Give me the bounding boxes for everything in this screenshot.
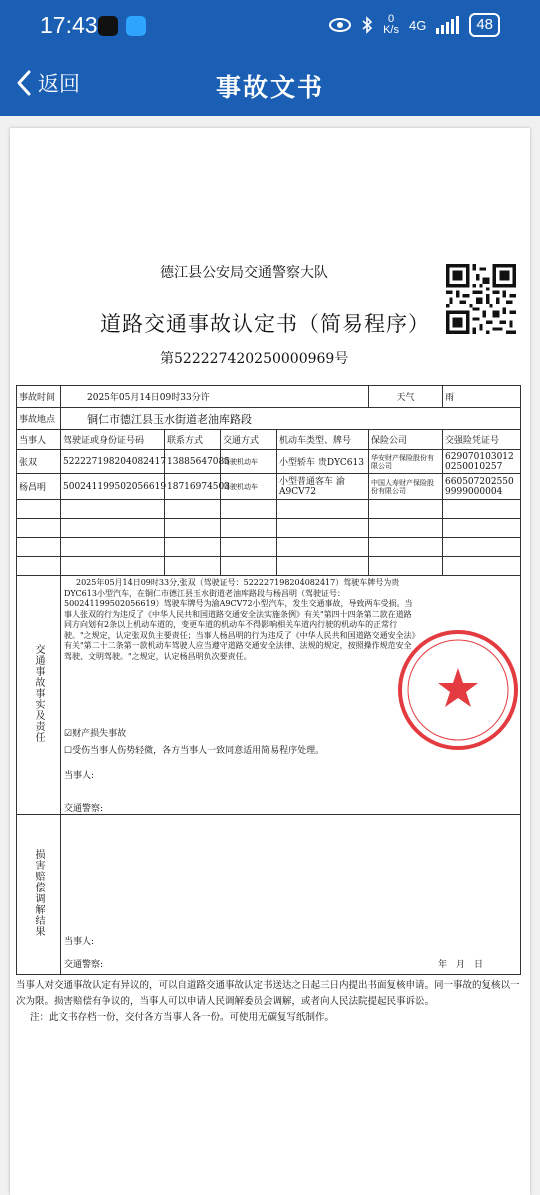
party-vehicle: 小型普通客车 渝A9CV72 (277, 474, 369, 500)
party-phone: 18716974503 (165, 474, 221, 500)
table-row (17, 474, 521, 500)
weather-value: 雨 (443, 386, 521, 408)
bluetooth-icon (361, 16, 373, 34)
party-mode: 驾驶机动车 (221, 450, 277, 474)
nav-bar (0, 54, 540, 116)
table-row (17, 538, 521, 557)
place-label: 事故地点 (17, 408, 61, 430)
net-speed: 0 K/s (383, 13, 399, 36)
injury-checkbox: ☐受伤当事人伤势轻微，各方当事人一致同意适用简易程序处理。 (64, 746, 325, 756)
party-id: 522227198204082417 (61, 450, 165, 474)
property-damage-checkbox: ☑财产损失事故 (64, 729, 127, 739)
document-page (10, 128, 530, 1195)
party-insurer: 华安财产保险股份有限公司 (369, 450, 443, 474)
column-header: 交强险凭证号 (443, 430, 521, 450)
time-label: 事故时间 (17, 386, 61, 408)
damages-party-signature: 当事人: (64, 937, 95, 947)
party-id: 500241199502056619 (61, 474, 165, 500)
document-viewer[interactable] (0, 116, 540, 1195)
status-time: 17:43 (40, 12, 98, 38)
party-insurer: 中国人寿财产保险股份有限公司 (369, 474, 443, 500)
document-number: 第522227420250000969号 (160, 351, 349, 367)
party-signature: 当事人: (64, 771, 95, 781)
appeal-note: 当事人对交通事故认定有异议的，可以自道路交通事故认定书送达之日起三日内提出书面复核申请。同一事故的复核以一次为限。损害赔偿有争议的，当事人可以申请人民调解委员会调解，或者向人民法院提起民事诉讼。 (16, 980, 520, 1007)
tiktok-icon (98, 16, 118, 36)
official-seal-icon (396, 628, 520, 752)
facts-label-cell (17, 576, 61, 815)
party-policy: 6290701030120250010257 (443, 450, 521, 474)
party-mode: 驾驶机动车 (221, 474, 277, 500)
party-policy: 6605072025509999000004 (443, 474, 521, 500)
column-header: 当事人 (17, 430, 61, 450)
page-title: 事故文书 (215, 73, 324, 102)
party-name: 张双 (17, 450, 61, 474)
time-value: 2025年05月14日09时33分许 (61, 386, 369, 408)
damages-label: 损害赔偿调解结果 (33, 849, 44, 937)
table-row (17, 450, 521, 474)
column-header: 驾驶证或身份证号码 (61, 430, 165, 450)
archive-note: 注：此文书存档一份，交付各方当事人各一份。可使用无碳复写纸制作。 (30, 1012, 335, 1023)
status-bar (0, 0, 540, 54)
column-header: 保险公司 (369, 430, 443, 450)
network-type: 4G (408, 17, 427, 33)
damages-label-cell (17, 815, 61, 975)
place-value: 铜仁市德江县玉水街道老油库路段 (61, 408, 521, 430)
facts-label: 交通事故事实及责任 (33, 644, 44, 743)
party-vehicle: 小型轿车 贵DYC613 (277, 450, 369, 474)
column-header: 交通方式 (221, 430, 277, 450)
weather-label: 天气 (369, 386, 443, 408)
party-phone: 13885647085 (165, 450, 221, 474)
date-placeholder: 年 月 日 (438, 960, 484, 970)
document-title: 道路交通事故认定书（简易程序） (100, 312, 430, 336)
table-row (17, 557, 521, 576)
qr-code (446, 264, 516, 334)
accident-facts: 2025年05月14日09时33分,张双（驾驶证号：522227198204082417）驾驶车牌号为贵DYC613小型汽车，在铜仁市德江县玉水街道老油库路段与杨昌明（驾驶证号：500241199502056619）驾驶车牌号为渝A9CV72小型汽车，发生交通事故，导致两车受损。当事人张双的行为违反了《中华人民共和国道路交通安全法实施条例》有关"第四十四条第二款在道路同方向划有2条以上机动车道的，变更车道的机动车不得影响相关车道内行驶的机动车的正常行驶。"之规定，认定张双负主要责任；当事人杨昌明的行为违反了《中华人民共和国道路交通安全法》有关"第二十二条第一款机动车驾驶人应当遵守道路交通安全法律、法规的规定，按照操作规范安全驾驶、文明驾驶。"之规定，认定杨昌明负次要责任。 (64, 578, 416, 661)
back-label: 返回 (38, 72, 80, 96)
table-row (17, 500, 521, 519)
table-row (17, 519, 521, 538)
signal-icon (436, 16, 459, 34)
battery-indicator: 48 (469, 13, 500, 37)
column-header: 联系方式 (165, 430, 221, 450)
police-signature: 交通警察: (64, 804, 104, 814)
damages-police-signature: 交通警察: (64, 960, 104, 970)
app-notification-icon (126, 16, 146, 36)
column-header: 机动车类型、牌号 (277, 430, 369, 450)
eye-icon (329, 17, 351, 33)
agency-name: 德江县公安局交通警察大队 (160, 265, 328, 281)
party-name: 杨昌明 (17, 474, 61, 500)
notes (16, 978, 522, 1026)
